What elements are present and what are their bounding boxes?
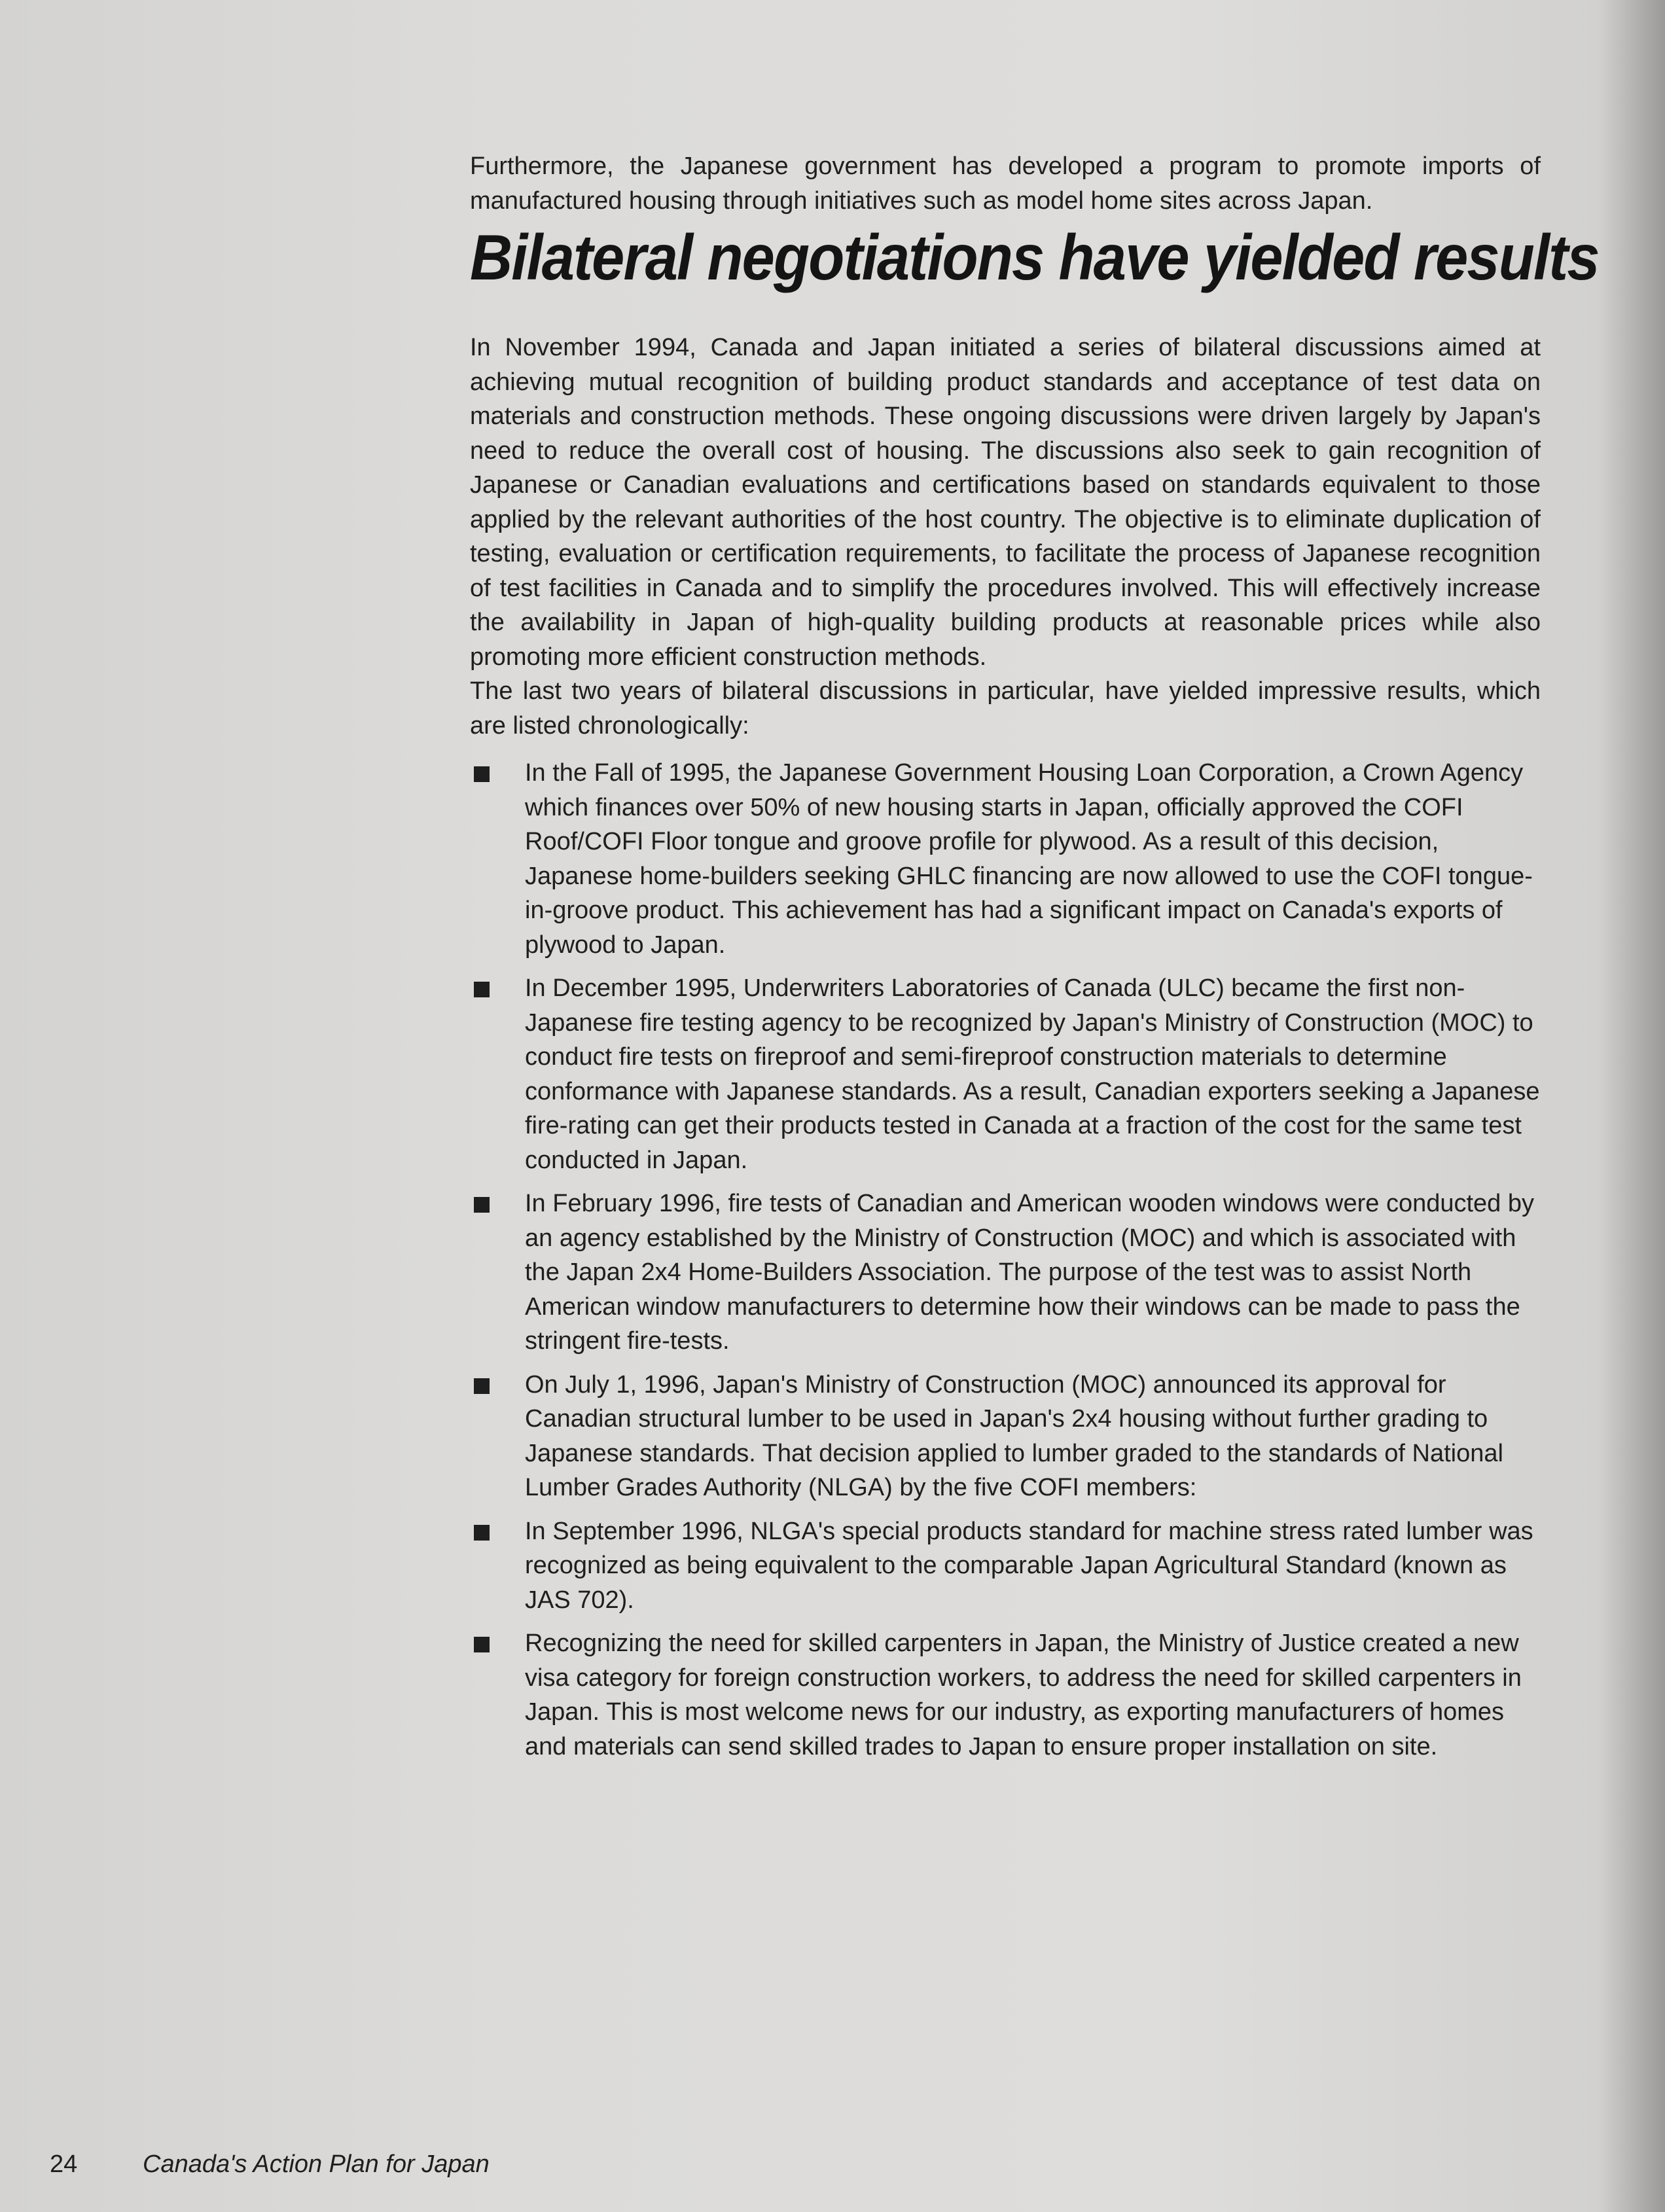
bullet-item xyxy=(470,1514,1541,1618)
square-bullet-icon xyxy=(474,1525,490,1541)
bullet-text: In December 1995, Underwriters Laboratories of Canada (ULC) became the first non-Japanese fire testing agency to be recognized by Japan's Ministry of Construction (MOC) to conduct fire tests on fireproof and semi-fireproof construction materials to determine conformance with Japanese standards. As a result, Canadian exporters seeking a Japanese fire-rating can get their products tested in Canada at a fraction of the cost for the same test conducted in Japan. xyxy=(525,974,1540,1174)
running-title: Canada's Action Plan for Japan xyxy=(143,2150,490,2178)
bullet-text: On July 1, 1996, Japan's Ministry of Construction (MOC) announced its approval for Canadian structural lumber to be used in Japan's 2x4 housing without further grading to Japanese standards. That decision applied to lumber graded to the standards of National Lumber Grades Authority (NLGA) by the five COFI members: xyxy=(525,1370,1503,1501)
square-bullet-icon xyxy=(474,1197,490,1213)
bullet-item xyxy=(470,1626,1541,1764)
section-headline: Bilateral negotiations have yielded results xyxy=(470,221,1599,293)
page-number: 24 xyxy=(50,2150,78,2178)
bullet-text: Recognizing the need for skilled carpenters in Japan, the Ministry of Justice created a new visa category for foreign construction workers, to address the need for skilled carpenters in Japan. This is most welcome news for our industry, as exporting manufacturers of homes and materials can send skilled trades to Japan to ensure proper installation on site. xyxy=(525,1630,1522,1760)
bullet-text: In September 1996, NLGA's special products standard for machine stress rated lumber was recognized as being equivalent to the comparable Japan Agricultural Standard (known as JAS 702). xyxy=(525,1517,1533,1614)
square-bullet-icon xyxy=(474,982,490,997)
body-paragraph-1: In November 1994, Canada and Japan initiated a series of bilateral discussions aimed at achieving mutual recognition of building product standards and acceptance of test data on materials and construction methods. These ongoing discussions were driven largely by Japan's need to reduce the overall cost of housing. The discussions also seek to gain recognition of Japanese or Canadian evaluations and certifications based on standards equivalent to those applied by the relevant authorities of the host country. The objective is to eliminate duplication of testing, evaluation or certification requirements, to facilitate the process of Japanese recognition of test facilities in Canada and to simplify the procedures involved. This will effectively increase the availability in Japan of high-quality building products at reasonable prices while also promoting more efficient construction methods. xyxy=(470,334,1541,671)
intro-paragraph: Furthermore, the Japanese government has developed a program to promote imports of manufactured housing through initiatives such as model home sites across Japan. xyxy=(470,152,1541,215)
results-bullet-list xyxy=(470,756,1541,1764)
square-bullet-icon xyxy=(474,1378,490,1394)
bullet-item xyxy=(470,1368,1541,1505)
main-text-column xyxy=(470,149,1599,1773)
square-bullet-icon xyxy=(474,766,490,782)
bullet-text: In the Fall of 1995, the Japanese Government Housing Loan Corporation, a Crown Agency which finances over 50% of new housing starts in Japan, officially approved the COFI Roof/COFI Floor tongue and groove profile for plywood. As a result of this decision, Japanese home-builders seeking GHLC financing are now allowed to use the COFI tongue-in-groove product. This achievement has had a significant impact on Canada's exports of plywood to Japan. xyxy=(525,759,1533,959)
bullet-text: In February 1996, fire tests of Canadian and American wooden windows were conducted by an agency established by the Ministry of Construction (MOC) and which is associated with the Japan 2x4 Home-Builders Association. The purpose of the test was to assist North American window manufacturers to determine how their windows can be made to pass the stringent fire-tests. xyxy=(525,1190,1535,1355)
square-bullet-icon xyxy=(474,1637,490,1652)
bullet-item xyxy=(470,971,1541,1177)
body-paragraph-2: The last two years of bilateral discussions in particular, have yielded impressive results, which are listed chronologically: xyxy=(470,677,1541,740)
bullet-item xyxy=(470,756,1541,962)
bullet-item xyxy=(470,1186,1541,1359)
page-footer xyxy=(50,2148,490,2181)
